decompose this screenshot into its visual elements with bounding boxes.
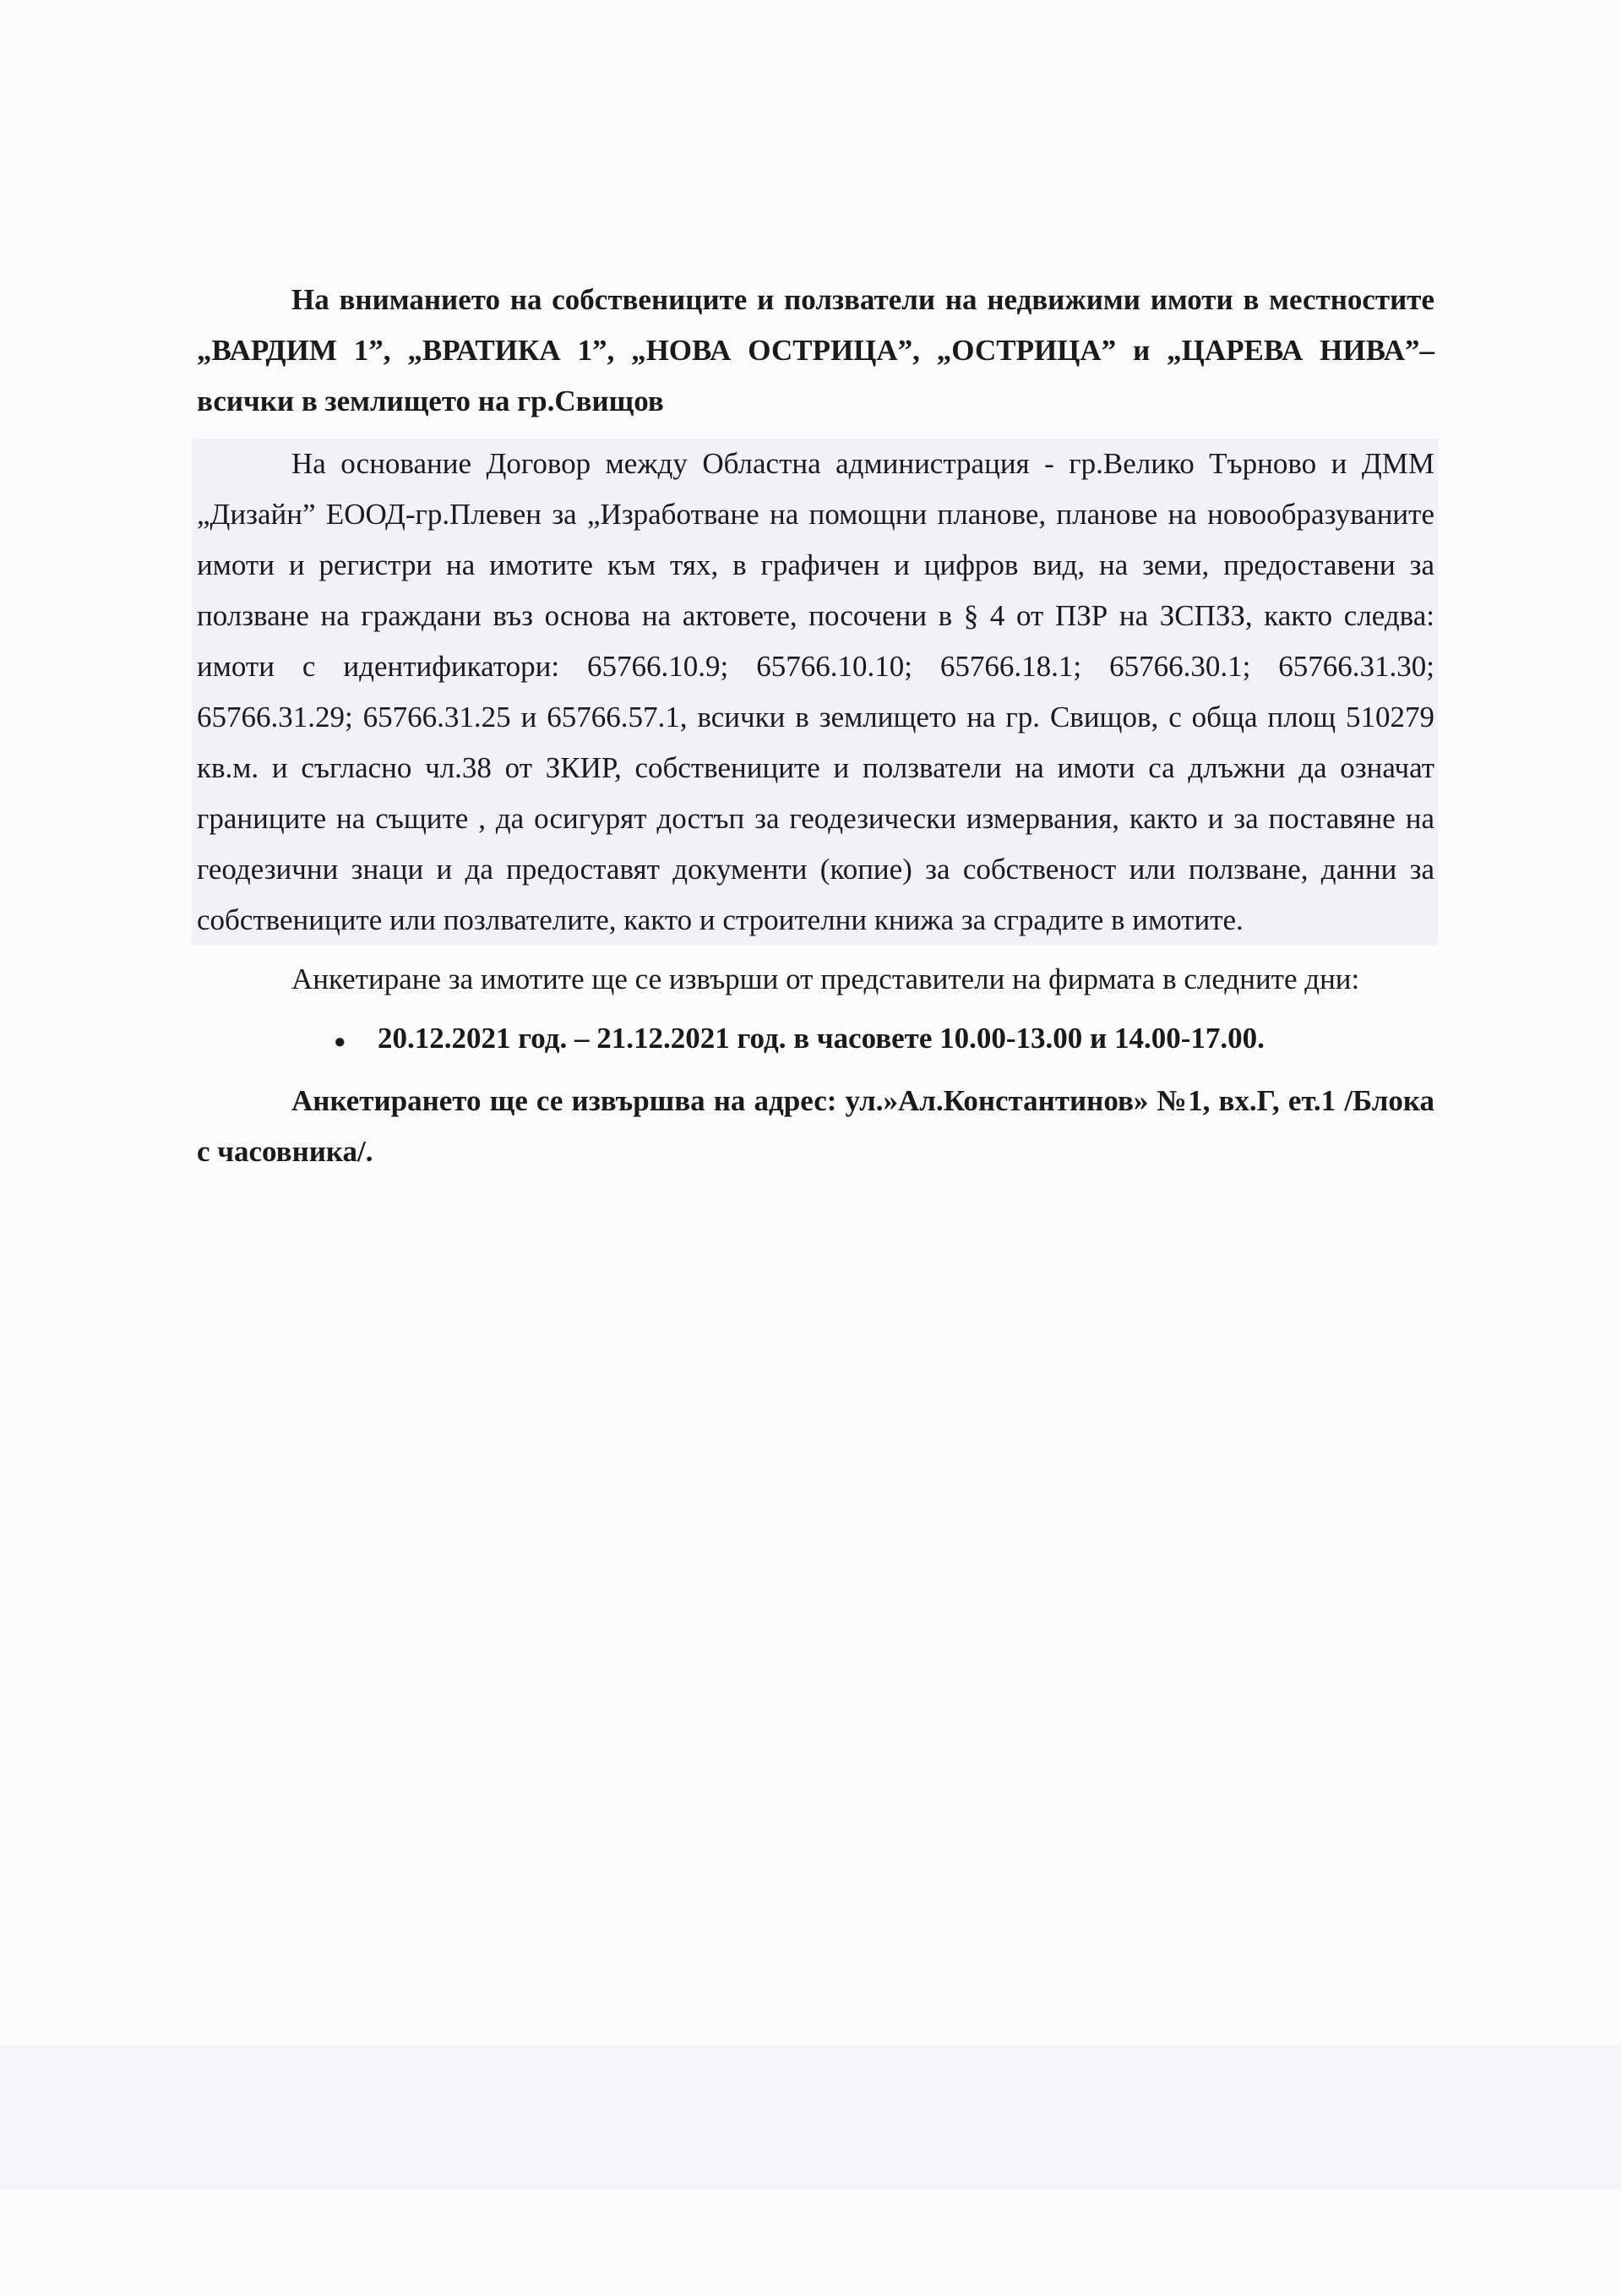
schedule-text: 20.12.2021 год. – 21.12.2021 год. в часовете 10.00-13.00 и 14.00-17.00. <box>378 1022 1265 1055</box>
scan-shading <box>0 2045 1622 2189</box>
schedule-bullet-item <box>197 1013 1434 1067</box>
notice-heading: На вниманието на собствениците и ползватели на недвижими имоти в местностите „ВАРДИМ 1”, „ВРАТИКА 1”, „НОВА ОСТРИЦА”, „ОСТРИЦА” и „ЦАРЕВА НИВА”– всички в землището на гр.Свищов <box>197 283 1434 417</box>
notice-content <box>197 275 1434 1177</box>
survey-address: Анкетирането ще се извършва на адрес: ул.»Ал.Константинов» №1, вх.Г, ет.1 /Блока с часовника/. <box>197 1084 1434 1168</box>
bullet-icon: ● <box>334 1031 346 1053</box>
survey-intro: Анкетиране за имотите ще се извърши от представители на фирмата в следните дни: <box>291 963 1360 995</box>
notice-body: На основание Договор между Областна администрация - гр.Велико Търново и ДММ „Дизайн” ЕООД-гр.Плевен за „Изработване на помощни планове, планове на новообразуваните имоти и регистри на имотите към тях, в графичен и цифров вид, на земи, предоставени за ползване на граждани въз основа на актовете, посочени в § 4 от ПЗР на ЗСПЗЗ, както следва: имоти с идентификатори: 65766.10.9; 65766.10.10; 65766.18.1; 65766.30.1; 65766.31.30; 65766.31.29; 65766.31.25 и 65766.57.1, всички в землището на гр. Свищов, с обща площ 510279 кв.м. и съгласно чл.38 от ЗКИР, собствениците и ползватели на имоти са длъжни да означат границите на същите , да осигурят достъп за геодезически измервания, както и за поставяне на геодезични знаци и да предоставят документи (копие) за собственост или ползване, данни за собствениците или позлвателите, както и строителни книжа за сградите в имотите. <box>192 439 1438 946</box>
